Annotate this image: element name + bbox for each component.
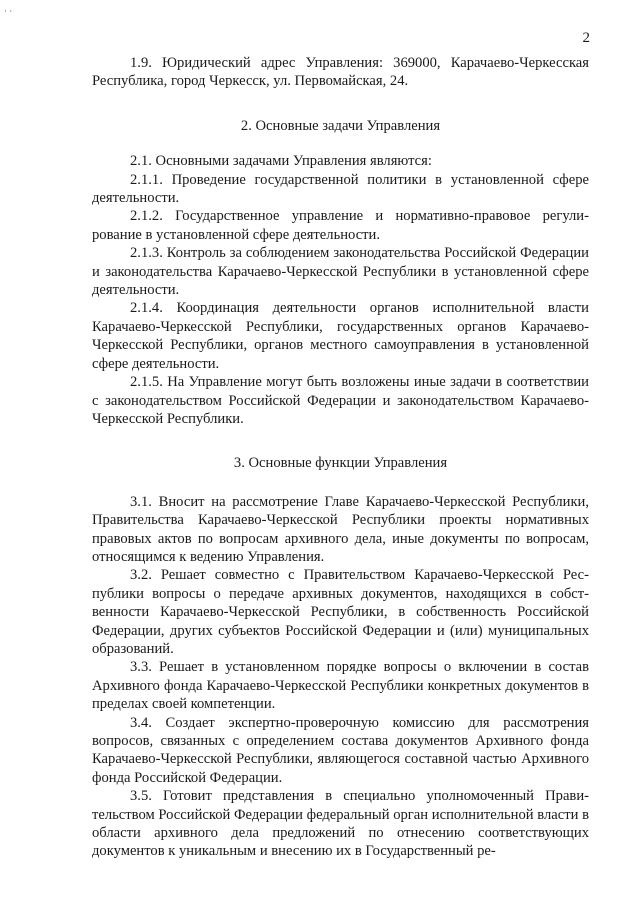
paragraph-3-3: 3.3. Решает в установленном порядке вопросы о включении в состав Архивного фонда Карачаево-Черкесской Республики конкретных документов в пределах своей компетенции. bbox=[92, 659, 589, 713]
paragraph-1-9: 1.9. Юридический адрес Управления: 369000, Карачаево-Черкесская Республика, город Черкесск, ул. Первомайская, 24. bbox=[92, 55, 589, 90]
paragraph-2-1-2: 2.1.2. Государственное управление и нормативно-правовое регулирование в установленной сфере деятельности. bbox=[92, 208, 589, 243]
paragraph-3-5: 3.5. Готовит представления в специально уполномоченный Правительством Российской Федерации федеральный орган исполнительной власти в области архивного дела предложений по отнесению соответствующих документов к уникальным и внесению их в Государственный ре- bbox=[92, 788, 589, 860]
section-3-body bbox=[92, 493, 589, 861]
page-number: 2 bbox=[582, 30, 590, 46]
section-2-heading: 2. Основные задачи Управления bbox=[240, 117, 441, 134]
paragraph-2-1-4: 2.1.4. Координация деятельности органов исполнительной власти Карачаево-Черкесской Республики, государственных органов Карачаево-Черкесской Республики, органов местного самоуправления в установленной сфере деятельности. bbox=[92, 300, 589, 372]
paragraph-2-1-5: 2.1.5. На Управление могут быть возложены иные задачи в соответствии с законодательством Российской Федерации и законодательством Карачаево-Черкесской Республики. bbox=[92, 374, 589, 427]
document-body bbox=[92, 54, 589, 861]
paragraph-2-1-3: 2.1.3. Контроль за соблюдением законодательства Российской Федерации и законодательства Карачаево-Черкесской Республики в установленной сфере деятельности. bbox=[92, 245, 589, 299]
section-3-heading: 3. Основные функции Управления bbox=[233, 455, 448, 472]
paragraph-3-4: 3.4. Создает экспертно-проверочную комиссию для рассмотрения вопросов, связанных с определением состава документов Архивного фонда Карачаево-Черкесской Республики, являющегося составной частью Архивного фонда Российской Федерации. bbox=[92, 714, 589, 786]
paragraph-3-1: 3.1. Вносит на рассмотрение Главе Карачаево-Черкесской Республики, Правительства Карачаево-Черкесской Республики проекты нормативных правовых актов по вопросам архивного дела, иные документы по вопросам, относящимся к ведению Управления. bbox=[92, 493, 589, 565]
paragraph-2-1-1: 2.1.1. Проведение государственной политики в установленной сфере деятельности. bbox=[92, 171, 589, 207]
scan-artifact-marks: · · bbox=[4, 6, 13, 16]
paragraph-3-2: 3.2. Решает совместно с Правительством Карачаево-Черкесской Республики вопросы о передаче архивных документов, находящихся в собственности Карачаево-Черкесской Республики, в собственность Российской Федерации, других субъектов Российской Федерации и (или) муниципальных образований. bbox=[92, 567, 589, 657]
section-2-body bbox=[92, 152, 589, 428]
paragraph-2-1: 2.1. Основными задачами Управления являются: bbox=[130, 153, 432, 170]
